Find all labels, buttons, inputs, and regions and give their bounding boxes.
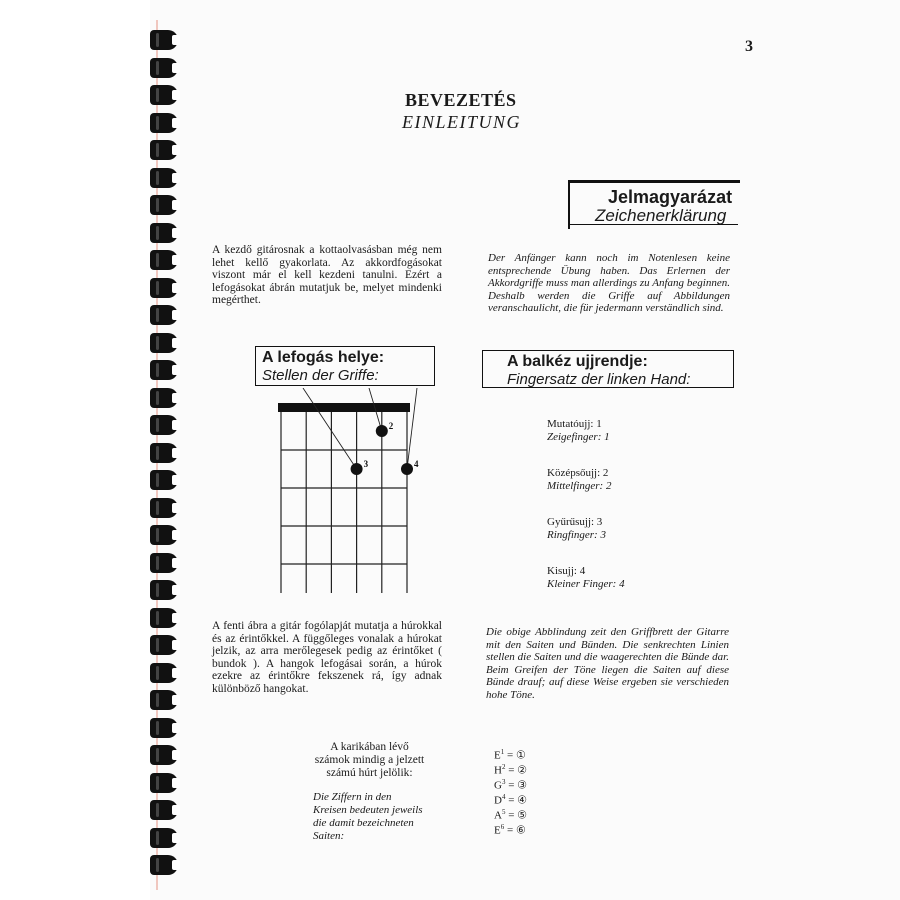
finger-dot-label: 4 bbox=[414, 459, 419, 469]
fingering-position-german: Stellen der Griffe: bbox=[262, 367, 379, 384]
binding-ring bbox=[148, 718, 182, 738]
string-row: $E^6$ = ⑥ bbox=[494, 823, 526, 837]
description-hungarian: A fenti ábra a gitár fogólapját mutatja a húrokkal és az érintőkkel. A függőleges vonalak a húrokat jelzik, az arra merőlegesek pedig az érintőket ( bundok ). A hangok lefogásai során, a húrok ezekre az érintőkre fekszenek rá, így adnak különböző hangokat. bbox=[212, 620, 442, 695]
finger-dot-label: 2 bbox=[388, 421, 394, 431]
binding-ring bbox=[148, 690, 182, 710]
finger-item bbox=[547, 467, 611, 493]
string-row: $E^1$ = ① bbox=[494, 748, 526, 762]
binding-ring bbox=[148, 635, 182, 655]
binding-ring bbox=[148, 773, 182, 793]
legend-heading-hungarian: Jelmagyarázat bbox=[608, 187, 733, 207]
legend-heading-german: Zeichenerklärung bbox=[595, 206, 727, 225]
finger-dot bbox=[351, 463, 363, 475]
finger-item bbox=[547, 418, 610, 444]
binding-ring bbox=[148, 498, 182, 518]
finger-german: Ringfinger: 3 bbox=[547, 529, 606, 541]
finger-dot bbox=[376, 425, 388, 437]
binding-ring bbox=[148, 800, 182, 820]
finger-hungarian: Gyűrűsujj: 3 bbox=[547, 516, 603, 528]
binding-ring bbox=[148, 828, 182, 848]
string-row: $A^5$ = ⑤ bbox=[494, 808, 528, 822]
binding-ring bbox=[148, 85, 182, 105]
title-hungarian: BEVEZETÉS bbox=[405, 90, 517, 110]
binding-ring bbox=[148, 278, 182, 298]
binding-ring bbox=[148, 223, 182, 243]
binding-ring bbox=[148, 663, 182, 683]
binding-ring bbox=[148, 388, 182, 408]
finger-german: Kleiner Finger: 4 bbox=[547, 578, 625, 590]
pointer-line bbox=[407, 388, 417, 469]
nut bbox=[278, 403, 410, 412]
binding-ring bbox=[148, 745, 182, 765]
page-number: 3 bbox=[745, 38, 753, 55]
finger-hungarian: Kisujj: 4 bbox=[547, 565, 586, 577]
binding-ring bbox=[148, 443, 182, 463]
finger-hungarian: Mutatóujj: 1 bbox=[547, 418, 602, 430]
string-list bbox=[494, 747, 527, 837]
finger-item bbox=[547, 516, 606, 542]
finger-item bbox=[547, 565, 625, 591]
binding-ring bbox=[148, 140, 182, 160]
binding-ring bbox=[148, 525, 182, 545]
binding-ring bbox=[148, 580, 182, 600]
string-row: $D^4$ = ④ bbox=[494, 793, 528, 807]
left-hand-box bbox=[482, 350, 734, 388]
finger-german: Mittelfinger: 2 bbox=[547, 480, 612, 492]
finger-dot-label: 3 bbox=[363, 459, 369, 469]
binding-ring bbox=[148, 195, 182, 215]
binding-ring bbox=[148, 113, 182, 133]
binding-ring bbox=[148, 415, 182, 435]
binding-ring bbox=[148, 360, 182, 380]
fingering-position-hungarian: A lefogás helye: bbox=[262, 349, 385, 366]
binding-ring bbox=[148, 608, 182, 628]
intro-german: Der Anfänger kann noch im Notenlesen keine entsprechende Übung haben. Das Erlernen der Akkordgriffe muss man allerdings zu Anfang beginnen. Deshalb werden die Griffe auf Abbildungen veranschaulicht, die für jedermann verständlich sind. bbox=[488, 252, 730, 314]
legend-underline bbox=[568, 224, 738, 225]
binding-ring bbox=[148, 30, 182, 50]
circle-note-hungarian: A karikában lévő számok mindig a jelzett számú húrt jelölik: bbox=[314, 741, 425, 779]
string-row: $H^2$ = ② bbox=[494, 763, 528, 777]
left-hand-hungarian: A balkéz ujjrendje: bbox=[507, 353, 648, 370]
string-row: $G^3$ = ③ bbox=[494, 778, 528, 792]
binding-ring bbox=[148, 855, 182, 875]
left-hand-german: Fingersatz der linken Hand: bbox=[507, 371, 691, 388]
fretboard-diagram bbox=[265, 388, 435, 593]
title-german: EINLEITUNG bbox=[402, 112, 522, 132]
description-german: Die obige Abblindung zeit den Griffbrett der Gitarre mit den Saiten und Bünden. Die senkrechten Linien stellen die Saiten und die waagerechten die Bünde dar. Beim Greifen der Töne liegen die Saiten auf diese Bünde drauf; auf diese Weise ergeben sie verschieden hohe Töne. bbox=[486, 626, 729, 701]
binding-ring bbox=[148, 470, 182, 490]
intro-hungarian: A kezdő gitárosnak a kottaolvasásban még nem lehet kellő gyakorlata. Az akkordfogásokat viszont már el kell kezdeni tanulni. Ezért a lefogásokat ábrán mutatjuk be, melyet mindenki megérthet. bbox=[212, 244, 442, 306]
binding-ring bbox=[148, 58, 182, 78]
circle-note-german: Die Ziffern in den Kreisen bedeuten jeweils die damit bezeichneten Saiten: bbox=[313, 791, 423, 842]
finger-german: Zeigefinger: 1 bbox=[547, 431, 610, 443]
fingering-position-box bbox=[255, 346, 435, 386]
binding-ring bbox=[148, 305, 182, 325]
binding-ring bbox=[148, 333, 182, 353]
binding-ring bbox=[148, 168, 182, 188]
binding-ring bbox=[148, 553, 182, 573]
pointer-line bbox=[303, 388, 357, 469]
finger-dot bbox=[401, 463, 413, 475]
spiral-binding bbox=[148, 30, 184, 880]
binding-ring bbox=[148, 250, 182, 270]
finger-hungarian: Középsőujj: 2 bbox=[547, 467, 609, 479]
